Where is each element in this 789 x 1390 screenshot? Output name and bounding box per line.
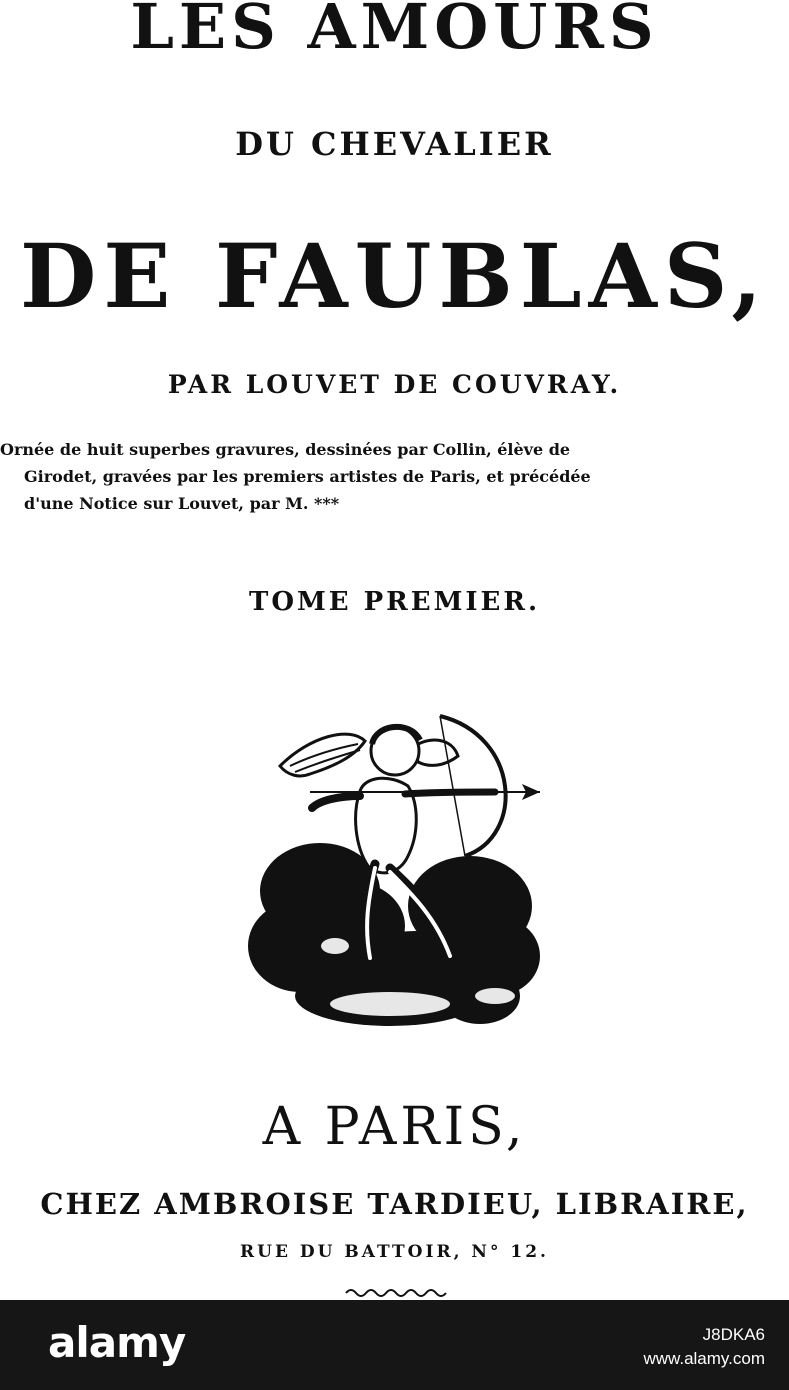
description-line-3: d'une Notice sur Louvet, par M. ***	[24, 494, 340, 513]
author-prefix: PAR	[167, 370, 234, 399]
title-line-2: DU CHEVALIER	[235, 125, 554, 163]
title-line-1: LES AMOURS	[130, 0, 659, 63]
cupid-vignette-icon	[240, 696, 550, 1046]
author-name: LOUVET DE COUVRAY.	[245, 370, 622, 399]
imprint-street: RUE DU BATTOIR, N° 12.	[240, 1242, 549, 1262]
image-id: J8DKA6	[702, 1325, 765, 1344]
imprint-publisher: CHEZ AMBROISE TARDIEU, LIBRAIRE,	[40, 1187, 749, 1221]
description-line-1: Ornée de huit superbes gravures, dessinées par Collin, élève de	[0, 440, 571, 459]
watermark-footer	[0, 1300, 789, 1390]
alamy-logo: alamy	[48, 1318, 186, 1367]
author-line	[0, 368, 789, 402]
imprint-place: A PARIS,	[262, 1097, 527, 1157]
description-line-2: Girodet, gravées par les premiers artistes de Paris, et précédée	[24, 467, 591, 486]
volume-label: TOME PREMIER.	[248, 587, 541, 617]
site-url: www.alamy.com	[643, 1349, 765, 1368]
wavy-flourish-icon	[344, 1286, 448, 1298]
title-line-3: DE FAUBLAS,	[20, 224, 769, 328]
